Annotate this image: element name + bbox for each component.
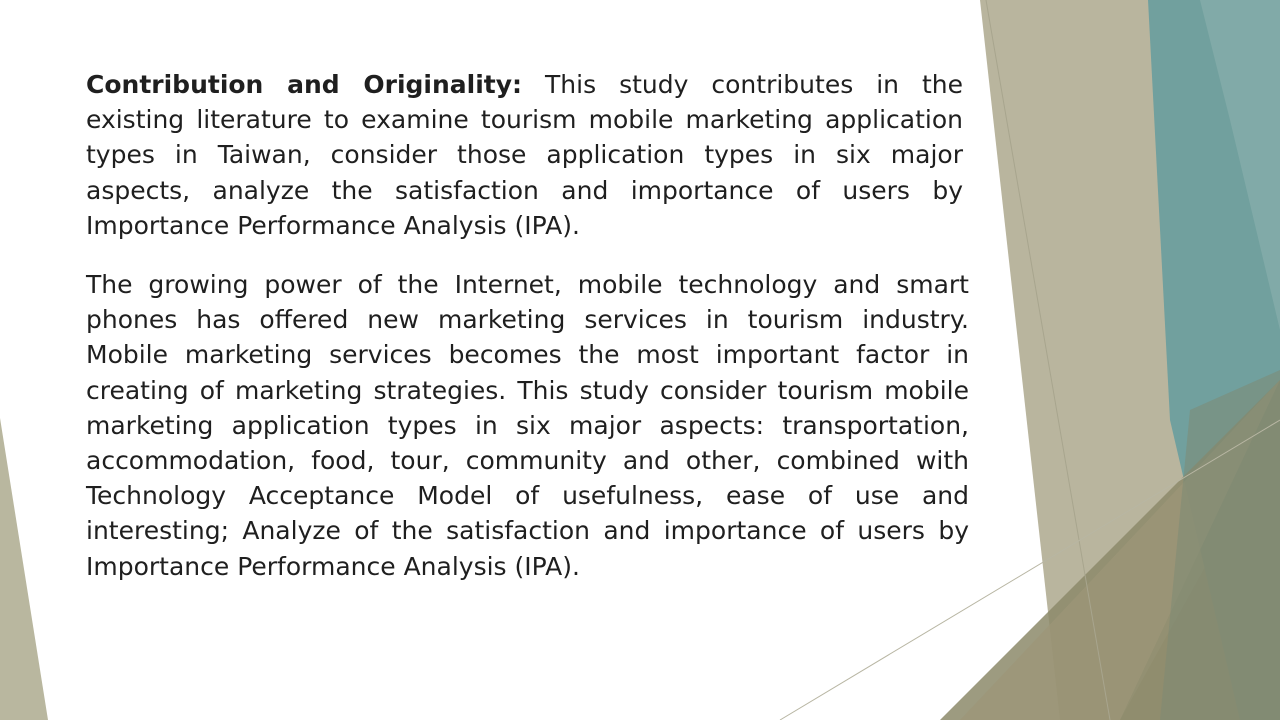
background-paragraph: The growing power of the Internet, mobile technology and smart phones has offered new marketing services in tourism industry. Mobile marketing services becomes the most important factor in creating of marketing strategies. This study consider tourism mobile marketing application types in six major aspects: transportation, accommodation, food, tour, community and other, combined with Technology Acceptance Model of usefulness, ease of use and interesting; Analyze of the satisfaction and importance of users by Importance Performance Analysis (IPA). bbox=[86, 270, 969, 581]
contribution-text: This study contributes in the existing literature to examine tourism mobile marketing application types in Taiwan, consider those application types in six major aspects, analyze the satisfaction and importance of users by Importance Performance Analysis (IPA). bbox=[86, 70, 963, 240]
contribution-heading: Contribution and Originality: bbox=[86, 70, 523, 99]
left-accent-shape bbox=[0, 418, 48, 720]
contribution-paragraph bbox=[86, 67, 963, 243]
